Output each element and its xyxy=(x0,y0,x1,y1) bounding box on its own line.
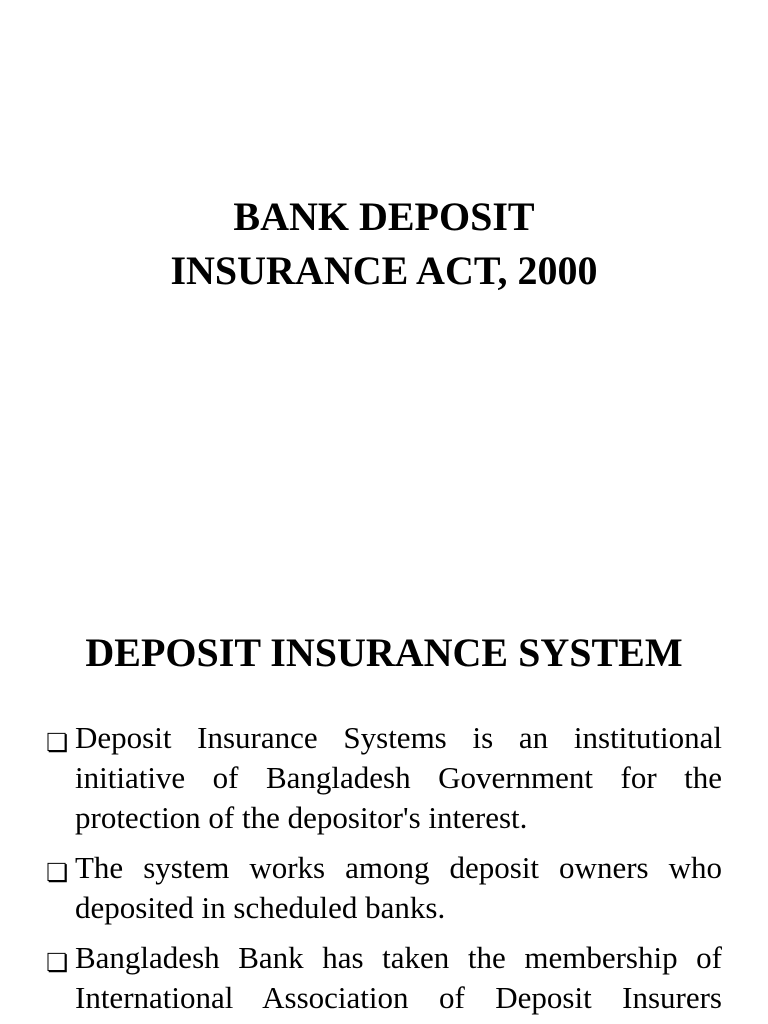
bullet-line: Deposit Insurance Systems is an institutional xyxy=(75,720,722,755)
section-heading: DEPOSIT INSURANCE SYSTEM xyxy=(85,630,683,675)
list-item xyxy=(0,718,768,838)
bullet-line: initiative of Bangladesh Government for the xyxy=(75,760,722,795)
content-slide xyxy=(0,590,768,1024)
bullet-line: International Association of Deposit Insurers xyxy=(75,980,722,1015)
bullet-line: The system works among deposit owners who xyxy=(75,850,722,885)
bullet-line: deposited in scheduled banks. xyxy=(75,890,446,925)
checkbox-square-icon xyxy=(46,852,68,893)
list-item xyxy=(0,848,768,928)
checkbox-square-icon xyxy=(46,722,68,763)
title-line-2: INSURANCE ACT, 2000 xyxy=(170,248,598,293)
bullet-list xyxy=(0,718,768,1024)
checkbox-square-icon xyxy=(46,942,68,983)
document-title xyxy=(0,190,768,298)
list-item xyxy=(0,938,768,1018)
bullet-line: Bangladesh Bank has taken the membership of xyxy=(75,940,722,975)
bullet-line: protection of the depositor's interest. xyxy=(75,800,528,835)
title-line-1: BANK DEPOSIT xyxy=(233,194,535,239)
